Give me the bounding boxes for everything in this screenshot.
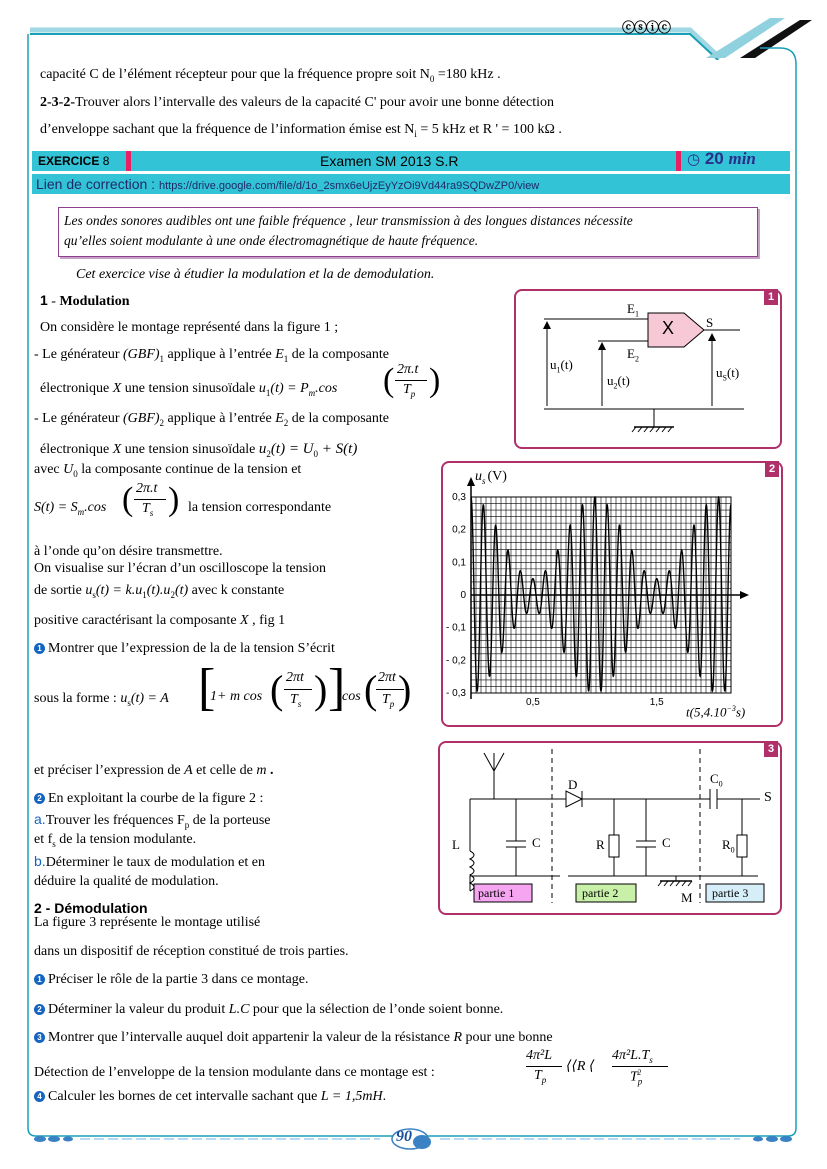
p2-q4: 4 Calculer les bornes de cet intervalle sachant que L = 1,5mH.: [34, 1088, 386, 1106]
q2b-line-1: b.Déterminer le taux de modulation et en: [34, 853, 265, 870]
figure-2-chart: [441, 461, 779, 723]
bullet-4-icon: 4: [34, 1091, 45, 1102]
page-number: 90: [396, 1128, 412, 1145]
p1-line-11: positive caractérisant la composante X , fig 1: [34, 613, 286, 628]
p1-line-2: - Le générateur $(GBF)_1$ applique à l’entrée $E_1$ de la composante: [34, 347, 389, 364]
fig3-part-3: partie 3: [712, 886, 749, 900]
cc-license-icon: ⓒⓢⓘⓒ: [622, 21, 671, 36]
bullet-2-icon: 2: [34, 1004, 45, 1015]
part2-title: 2 - Démodulation: [34, 900, 148, 916]
p1-line-4: - Le générateur $(GBF)_2$ applique à l’entrée $E_2$ de la composante: [34, 411, 389, 428]
p1-line-8: à l’onde qu’on désire transmettre.: [34, 544, 223, 559]
y-tick-label: 0: [460, 590, 466, 601]
fig3-r0: $R_0$: [722, 837, 735, 855]
fig3-part-1: partie 1: [478, 886, 515, 900]
fig3-c1: C: [532, 835, 541, 850]
q2a-line-1: a.Trouver les fréquences $F_p$ de la porteuse: [34, 811, 271, 830]
y-tick-label: 0,2: [452, 524, 466, 536]
p1-line-7: la tension correspondante: [188, 500, 332, 515]
fig1-s: S: [706, 315, 714, 330]
fig1-us: $u_S(t)$: [716, 365, 740, 383]
figure-3-tag: 3: [764, 741, 778, 757]
fig3-d: D: [568, 777, 578, 792]
top-line-1: capacité C de l’élément récepteur pour que la fréquence propre soit $N_0 =180$ kHz .: [40, 67, 501, 84]
y-tick-label: - 0,1: [445, 622, 466, 634]
figure-2-tag: 2: [765, 461, 779, 477]
p1-line-9: On visualise sur l’écran d’un oscilloscope la tension: [34, 561, 326, 576]
p1-line-3: électronique X une tension sinusoïdale $u_1(t) = P_m.\cos$: [40, 381, 338, 398]
footer-decoration: [0, 1125, 827, 1165]
p2-q3: 3 Montrer que l’intervalle auquel doit appartenir la valeur de la résistance R pour une bonne: [34, 1029, 553, 1047]
fig1-u2: $u_2(t)$: [607, 373, 630, 391]
q1-line-1: 1 Montrer que l’expression de la de la tension S’écrit: [34, 640, 335, 658]
figure-1-tag: 1: [764, 289, 778, 305]
fig3-s: S: [764, 790, 772, 805]
duration-marker: [676, 151, 681, 171]
fig3-c2: C: [662, 835, 671, 850]
fig1-x: X: [662, 318, 675, 338]
bullet-1-icon: 1: [34, 974, 45, 985]
p2-q2: 2 Déterminer la valeur du produit L.C pour que la sélection de l’onde soient bonne.: [34, 1001, 503, 1019]
p2-line-2: dans un dispositif de réception constitué de trois parties.: [34, 944, 349, 959]
p2-inequality: 4π²L $T_p$ ⟨⟨R ⟨ $4\pi^2L.T_s$ $T_p^2$: [526, 1048, 676, 1096]
p1-line-5: électronique X une tension sinusoïdale $u_2(t) = U_0 + S(t)$: [40, 441, 358, 459]
p2-line-1: La figure 3 représente le montage utilisé: [34, 915, 261, 930]
bullet-2-icon: 2: [34, 793, 45, 804]
y-tick-label: - 0,2: [445, 655, 466, 667]
fig2-ylabel: $u_s$ (V): [475, 469, 507, 486]
duration: ◷ 20 min: [687, 149, 756, 168]
fig3-l: L: [452, 837, 460, 852]
exercise-title: Examen SM 2013 S.R: [320, 153, 459, 169]
q1-line-3: et préciser l’expression de A et celle de m .: [34, 763, 274, 778]
q1-formula: [ 1+ m cos ( 2πt $T_s$ ) ] cos ( 2πt $T_p$ ): [198, 659, 412, 716]
correction-link[interactable]: Lien de correction : https://drive.google.com/file/d/1o_2smx6eUjzEyYzOi9Vd44ra9SQDwZP0/view: [36, 176, 540, 192]
y-axis-arrow: [467, 477, 475, 486]
fig3-part-2: partie 2: [582, 886, 619, 900]
clock-icon: ◷: [687, 151, 701, 168]
x-axis-arrow: [740, 591, 749, 599]
intro-line-2: qu’elles soient modulante à une onde électromagnétique de haute fréquence.: [64, 233, 479, 248]
q2b-line-2: déduire la qualité de modulation.: [34, 874, 219, 889]
p2-q1: 1 Préciser le rôle de la partie 3 dans ce montage.: [34, 971, 308, 989]
q2a-line-2: et $f_s$ de la tension modulante.: [34, 832, 197, 849]
x-tick-label: 1,5: [649, 697, 664, 708]
bullet-1-icon: 1: [34, 643, 45, 654]
fig1-u1: $u_1(t)$: [550, 357, 573, 375]
p1-st-formula: $S(t) = S_m.\cos$: [34, 500, 107, 517]
part1-title: 1 - Modulation: [40, 292, 130, 309]
p1-line-1: On considère le montage représenté dans la figure 1 ;: [40, 320, 339, 335]
p1-line-10: de sortie $u_s(t) = k.u_1(t).u_2(t)$ avec k constante: [34, 583, 285, 600]
top-line-2: 2-3-2-Trouver alors l’intervalle des valeurs de la capacité C' pour avoir une bonne détection: [40, 95, 555, 110]
p2-q3-line2: Détection de l’enveloppe de la tension modulante dans ce montage est :: [34, 1065, 435, 1080]
y-tick-label: 0,3: [452, 492, 466, 503]
fig2-xlabel: $t(5,4.10^{-3}s)$: [686, 704, 746, 720]
aim-text: Cet exercice vise à étudier la modulation et la de demodulation.: [76, 267, 435, 282]
bullet-3-icon: 3: [34, 1032, 45, 1043]
x-tick-label: 0,5: [525, 697, 540, 708]
intro-line-1: Les ondes sonores audibles ont une faible fréquence , leur transmission à des longues distances nécessite: [64, 213, 633, 228]
p1-st-fraction: ( 2π.t $T_s$ ): [122, 481, 180, 518]
fig3-m: M: [681, 890, 693, 905]
p1-line-6: avec $U_0$ la composante continue de la tension et: [34, 462, 302, 479]
p1-u1-fraction: ( 2π.t $T_p$ ): [383, 362, 441, 399]
top-line-3: d’enveloppe sachant que la fréquence de l’information émise est $N_i = 5$ kHz et R ' = 100 kΩ .: [40, 122, 562, 139]
q2-line: 2 En exploitant la courbe de la figure 2 :: [34, 790, 263, 808]
fig3-r: R: [596, 837, 605, 852]
exercise-label: EXERCICE 8: [38, 154, 110, 168]
fig3-c0: $C_0$: [710, 771, 723, 789]
q1-line-2: sous la forme : $u_s(t) = A$: [34, 691, 169, 708]
fig1-e2: $E_2$: [627, 346, 639, 364]
fig1-e1: $E_1$: [627, 301, 639, 319]
exercise-label-marker: [126, 151, 131, 171]
y-tick-label: 0,1: [452, 557, 466, 569]
y-tick-label: - 0,3: [445, 688, 466, 699]
